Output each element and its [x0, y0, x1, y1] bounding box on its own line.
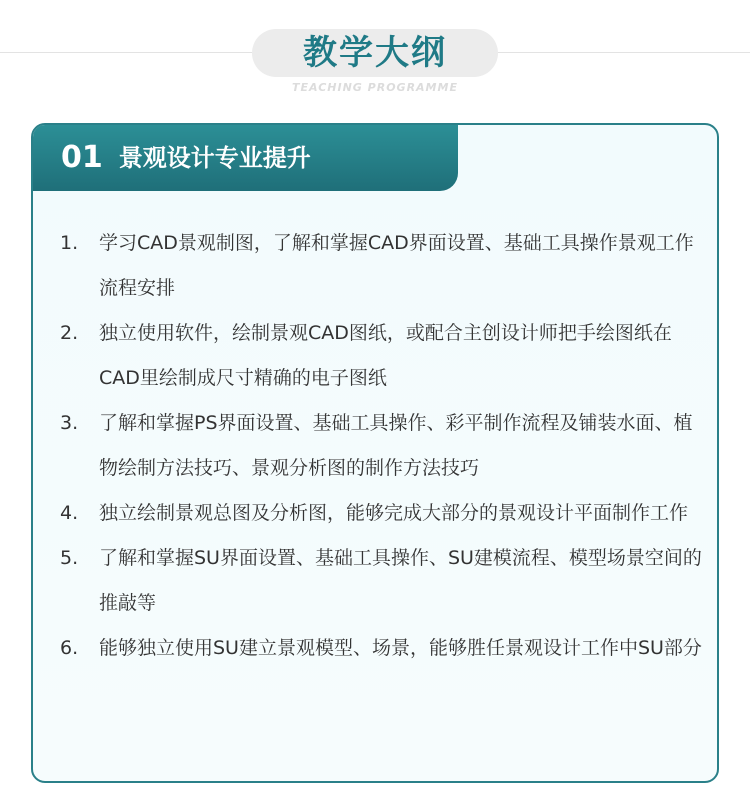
syllabus-list — [33, 221, 717, 671]
item-text: 学习CAD景观制图，了解和掌握CAD界面设置、基础工具操作景观工作流程安排 — [99, 232, 694, 299]
list-item — [33, 221, 717, 311]
section-header — [33, 125, 458, 191]
list-item — [33, 536, 717, 626]
item-text: 了解和掌握SU界面设置、基础工具操作、SU建模流程、模型场景空间的推敲等 — [99, 547, 702, 614]
page-title-pill — [252, 29, 498, 77]
item-number: 5. — [60, 547, 79, 569]
list-item — [33, 626, 717, 671]
page-subtitle: TEACHING PROGRAMME — [292, 81, 458, 94]
list-item — [33, 401, 717, 491]
item-text: 独立绘制景观总图及分析图，能够完成大部分的景观设计平面制作工作 — [99, 502, 689, 524]
item-text: 独立使用软件，绘制景观CAD图纸，或配合主创设计师把手绘图纸在CAD里绘制成尺寸精确的电子图纸 — [99, 322, 672, 389]
section-number: 01 — [61, 140, 103, 175]
page-title: 教学大纲 — [303, 33, 447, 73]
item-text: 了解和掌握PS界面设置、基础工具操作、彩平制作流程及铺装水面、植物绘制方法技巧、景观分析图的制作方法技巧 — [99, 412, 693, 479]
list-item — [33, 311, 717, 401]
syllabus-card — [31, 123, 719, 783]
list-item — [33, 491, 717, 536]
item-number: 6. — [60, 637, 79, 659]
item-text: 能够独立使用SU建立景观模型、场景，能够胜任景观设计工作中SU部分 — [99, 637, 702, 659]
item-number: 3. — [60, 412, 79, 434]
item-number: 4. — [60, 502, 79, 524]
section-title: 景观设计专业提升 — [118, 144, 311, 172]
item-number: 1. — [60, 232, 79, 254]
item-number: 2. — [60, 322, 79, 344]
